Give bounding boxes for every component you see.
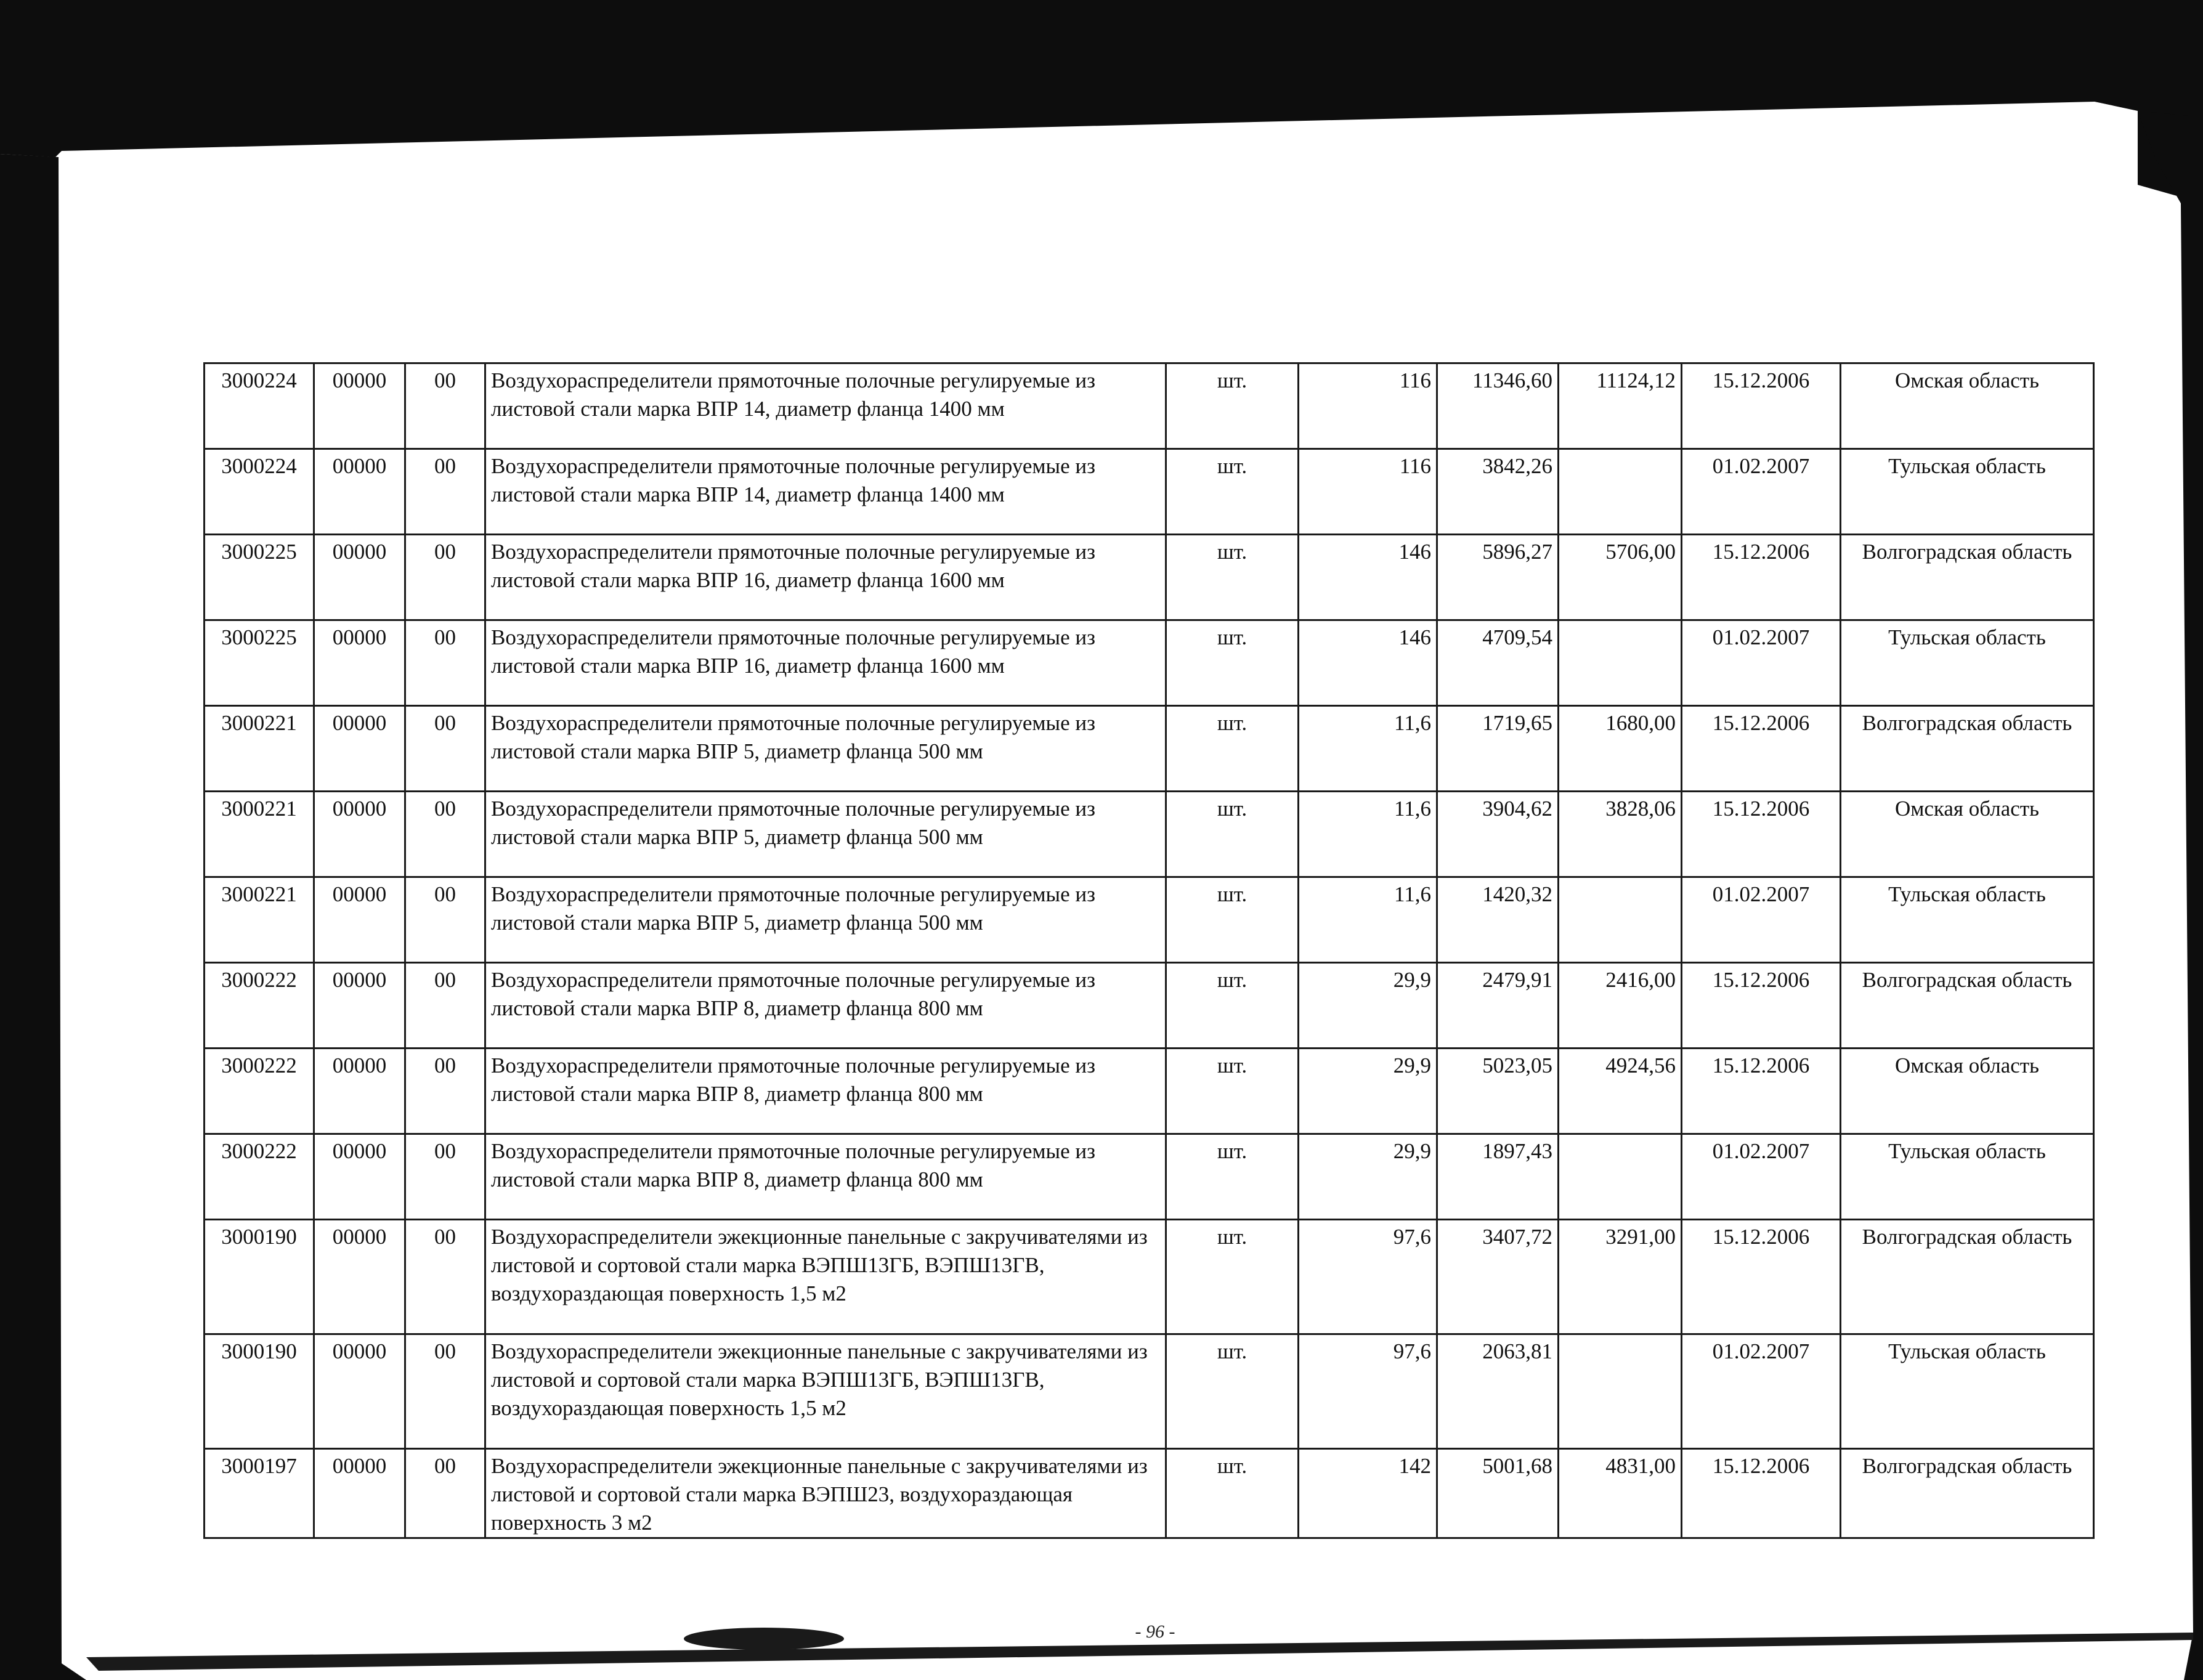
description-cell: Воздухораспределители прямоточные полочные регулируемые из листовой стали марка ВПР 16, диаметр фланца 1600 мм [485, 535, 1166, 620]
table-container [203, 362, 2093, 1539]
price-table [203, 362, 2095, 1539]
description-cell: Воздухораспределители эжекционные панельные с закручивателями из листовой и сортовой стали марка ВЭПШ13ГБ, ВЭПШ13ГВ, воздухораздающая поверхность 1,5 м2 [485, 1334, 1166, 1449]
num-cell: 00 [405, 1134, 485, 1220]
price2-cell: 5706,00 [1559, 535, 1682, 620]
table-row [205, 1134, 2094, 1220]
table-row [205, 535, 2094, 620]
date-cell: 15.12.2006 [1682, 963, 1841, 1049]
price2-cell: 3828,06 [1559, 792, 1682, 877]
region-cell: Тульская область [1841, 1134, 2094, 1220]
subcode-cell: 00000 [314, 706, 405, 792]
unit-cell: шт. [1166, 620, 1299, 706]
scan-shadow-right [2138, 111, 2203, 1680]
subcode-cell: 00000 [314, 877, 405, 963]
num-cell: 00 [405, 535, 485, 620]
num-cell: 00 [405, 877, 485, 963]
code-cell: 3000190 [205, 1220, 314, 1334]
unit-cell: шт. [1166, 1134, 1299, 1220]
subcode-cell: 00000 [314, 620, 405, 706]
date-cell: 01.02.2007 [1682, 449, 1841, 535]
code-cell: 3000222 [205, 963, 314, 1049]
price2-cell: 3291,00 [1559, 1220, 1682, 1334]
region-cell: Волгоградская область [1841, 706, 2094, 792]
qty-cell: 29,9 [1299, 963, 1437, 1049]
num-cell: 00 [405, 363, 485, 449]
subcode-cell: 00000 [314, 363, 405, 449]
subcode-cell: 00000 [314, 792, 405, 877]
scan-shadow-top [0, 0, 2203, 203]
code-cell: 3000224 [205, 449, 314, 535]
qty-cell: 11,6 [1299, 792, 1437, 877]
table-row [205, 1449, 2094, 1538]
unit-cell: шт. [1166, 877, 1299, 963]
page-number: - 96 - [1135, 1621, 1175, 1642]
region-cell: Омская область [1841, 792, 2094, 877]
code-cell: 3000221 [205, 706, 314, 792]
price2-cell: 1680,00 [1559, 706, 1682, 792]
num-cell: 00 [405, 963, 485, 1049]
num-cell: 00 [405, 792, 485, 877]
price2-cell [1559, 1134, 1682, 1220]
price-cell: 2063,81 [1437, 1334, 1559, 1449]
description-cell: Воздухораспределители эжекционные панельные с закручивателями из листовой и сортовой стали марка ВЭПШ13ГБ, ВЭПШ13ГВ, воздухораздающая поверхность 1,5 м2 [485, 1220, 1166, 1334]
price2-cell [1559, 877, 1682, 963]
num-cell: 00 [405, 620, 485, 706]
date-cell: 15.12.2006 [1682, 535, 1841, 620]
region-cell: Омская область [1841, 363, 2094, 449]
subcode-cell: 00000 [314, 1220, 405, 1334]
unit-cell: шт. [1166, 792, 1299, 877]
price-cell: 1897,43 [1437, 1134, 1559, 1220]
unit-cell: шт. [1166, 1049, 1299, 1134]
price-cell: 4709,54 [1437, 620, 1559, 706]
unit-cell: шт. [1166, 449, 1299, 535]
table-row [205, 449, 2094, 535]
description-cell: Воздухораспределители прямоточные полочные регулируемые из листовой стали марка ВПР 8, диаметр фланца 800 мм [485, 1049, 1166, 1134]
table-body [205, 363, 2094, 1538]
num-cell: 00 [405, 449, 485, 535]
description-cell: Воздухораспределители прямоточные полочные регулируемые из листовой стали марка ВПР 16, диаметр фланца 1600 мм [485, 620, 1166, 706]
code-cell: 3000224 [205, 363, 314, 449]
code-cell: 3000222 [205, 1134, 314, 1220]
region-cell: Волгоградская область [1841, 963, 2094, 1049]
qty-cell: 97,6 [1299, 1220, 1437, 1334]
scan-smudge [684, 1628, 844, 1650]
unit-cell: шт. [1166, 1220, 1299, 1334]
code-cell: 3000221 [205, 877, 314, 963]
description-cell: Воздухораспределители прямоточные полочные регулируемые из листовой стали марка ВПР 5, диаметр фланца 500 мм [485, 792, 1166, 877]
subcode-cell: 00000 [314, 1449, 405, 1538]
region-cell: Омская область [1841, 1049, 2094, 1134]
unit-cell: шт. [1166, 706, 1299, 792]
num-cell: 00 [405, 1049, 485, 1134]
code-cell: 3000190 [205, 1334, 314, 1449]
qty-cell: 11,6 [1299, 877, 1437, 963]
description-cell: Воздухораспределители прямоточные полочные регулируемые из листовой стали марка ВПР 8, диаметр фланца 800 мм [485, 963, 1166, 1049]
table-row [205, 706, 2094, 792]
price-cell: 2479,91 [1437, 963, 1559, 1049]
price-cell: 3842,26 [1437, 449, 1559, 535]
region-cell: Волгоградская область [1841, 535, 2094, 620]
price2-cell [1559, 620, 1682, 706]
subcode-cell: 00000 [314, 1334, 405, 1449]
date-cell: 01.02.2007 [1682, 620, 1841, 706]
price2-cell: 4924,56 [1559, 1049, 1682, 1134]
description-cell: Воздухораспределители прямоточные полочные регулируемые из листовой стали марка ВПР 8, диаметр фланца 800 мм [485, 1134, 1166, 1220]
qty-cell: 29,9 [1299, 1134, 1437, 1220]
code-cell: 3000197 [205, 1449, 314, 1538]
table-row [205, 1049, 2094, 1134]
unit-cell: шт. [1166, 963, 1299, 1049]
qty-cell: 146 [1299, 535, 1437, 620]
qty-cell: 142 [1299, 1449, 1437, 1538]
date-cell: 15.12.2006 [1682, 792, 1841, 877]
code-cell: 3000222 [205, 1049, 314, 1134]
subcode-cell: 00000 [314, 1049, 405, 1134]
description-cell: Воздухораспределители прямоточные полочные регулируемые из листовой стали марка ВПР 14, диаметр фланца 1400 мм [485, 449, 1166, 535]
date-cell: 15.12.2006 [1682, 1449, 1841, 1538]
description-cell: Воздухораспределители прямоточные полочные регулируемые из листовой стали марка ВПР 5, диаметр фланца 500 мм [485, 877, 1166, 963]
table-row [205, 1334, 2094, 1449]
description-cell: Воздухораспределители эжекционные панельные с закручивателями из листовой и сортовой стали марка ВЭПШ23, воздухораздающая поверхность 3 м2 [485, 1449, 1166, 1538]
date-cell: 01.02.2007 [1682, 877, 1841, 963]
price-cell: 5896,27 [1437, 535, 1559, 620]
code-cell: 3000225 [205, 535, 314, 620]
date-cell: 15.12.2006 [1682, 1220, 1841, 1334]
region-cell: Тульская область [1841, 877, 2094, 963]
subcode-cell: 00000 [314, 1134, 405, 1220]
unit-cell: шт. [1166, 1449, 1299, 1538]
qty-cell: 11,6 [1299, 706, 1437, 792]
table-row [205, 877, 2094, 963]
price2-cell: 2416,00 [1559, 963, 1682, 1049]
unit-cell: шт. [1166, 363, 1299, 449]
num-cell: 00 [405, 1449, 485, 1538]
table-row [205, 963, 2094, 1049]
date-cell: 15.12.2006 [1682, 706, 1841, 792]
qty-cell: 116 [1299, 363, 1437, 449]
price-cell: 1420,32 [1437, 877, 1559, 963]
table-row [205, 363, 2094, 449]
description-cell: Воздухораспределители прямоточные полочные регулируемые из листовой стали марка ВПР 14, диаметр фланца 1400 мм [485, 363, 1166, 449]
date-cell: 15.12.2006 [1682, 363, 1841, 449]
qty-cell: 116 [1299, 449, 1437, 535]
table-row [205, 792, 2094, 877]
qty-cell: 29,9 [1299, 1049, 1437, 1134]
date-cell: 15.12.2006 [1682, 1049, 1841, 1134]
price-cell: 3407,72 [1437, 1220, 1559, 1334]
price-cell: 11346,60 [1437, 363, 1559, 449]
num-cell: 00 [405, 1334, 485, 1449]
subcode-cell: 00000 [314, 963, 405, 1049]
subcode-cell: 00000 [314, 535, 405, 620]
region-cell: Волгоградская область [1841, 1220, 2094, 1334]
code-cell: 3000225 [205, 620, 314, 706]
price-cell: 1719,65 [1437, 706, 1559, 792]
num-cell: 00 [405, 1220, 485, 1334]
price-cell: 5001,68 [1437, 1449, 1559, 1538]
description-cell: Воздухораспределители прямоточные полочные регулируемые из листовой стали марка ВПР 5, диаметр фланца 500 мм [485, 706, 1166, 792]
price2-cell: 11124,12 [1559, 363, 1682, 449]
unit-cell: шт. [1166, 535, 1299, 620]
num-cell: 00 [405, 706, 485, 792]
price2-cell [1559, 1334, 1682, 1449]
price2-cell: 4831,00 [1559, 1449, 1682, 1538]
code-cell: 3000221 [205, 792, 314, 877]
price2-cell [1559, 449, 1682, 535]
price-cell: 3904,62 [1437, 792, 1559, 877]
date-cell: 01.02.2007 [1682, 1134, 1841, 1220]
scan-shadow-left [0, 154, 86, 1680]
table-row [205, 1220, 2094, 1334]
region-cell: Тульская область [1841, 620, 2094, 706]
unit-cell: шт. [1166, 1334, 1299, 1449]
date-cell: 01.02.2007 [1682, 1334, 1841, 1449]
subcode-cell: 00000 [314, 449, 405, 535]
table-row [205, 620, 2094, 706]
region-cell: Волгоградская область [1841, 1449, 2094, 1538]
region-cell: Тульская область [1841, 1334, 2094, 1449]
qty-cell: 146 [1299, 620, 1437, 706]
qty-cell: 97,6 [1299, 1334, 1437, 1449]
region-cell: Тульская область [1841, 449, 2094, 535]
price-cell: 5023,05 [1437, 1049, 1559, 1134]
